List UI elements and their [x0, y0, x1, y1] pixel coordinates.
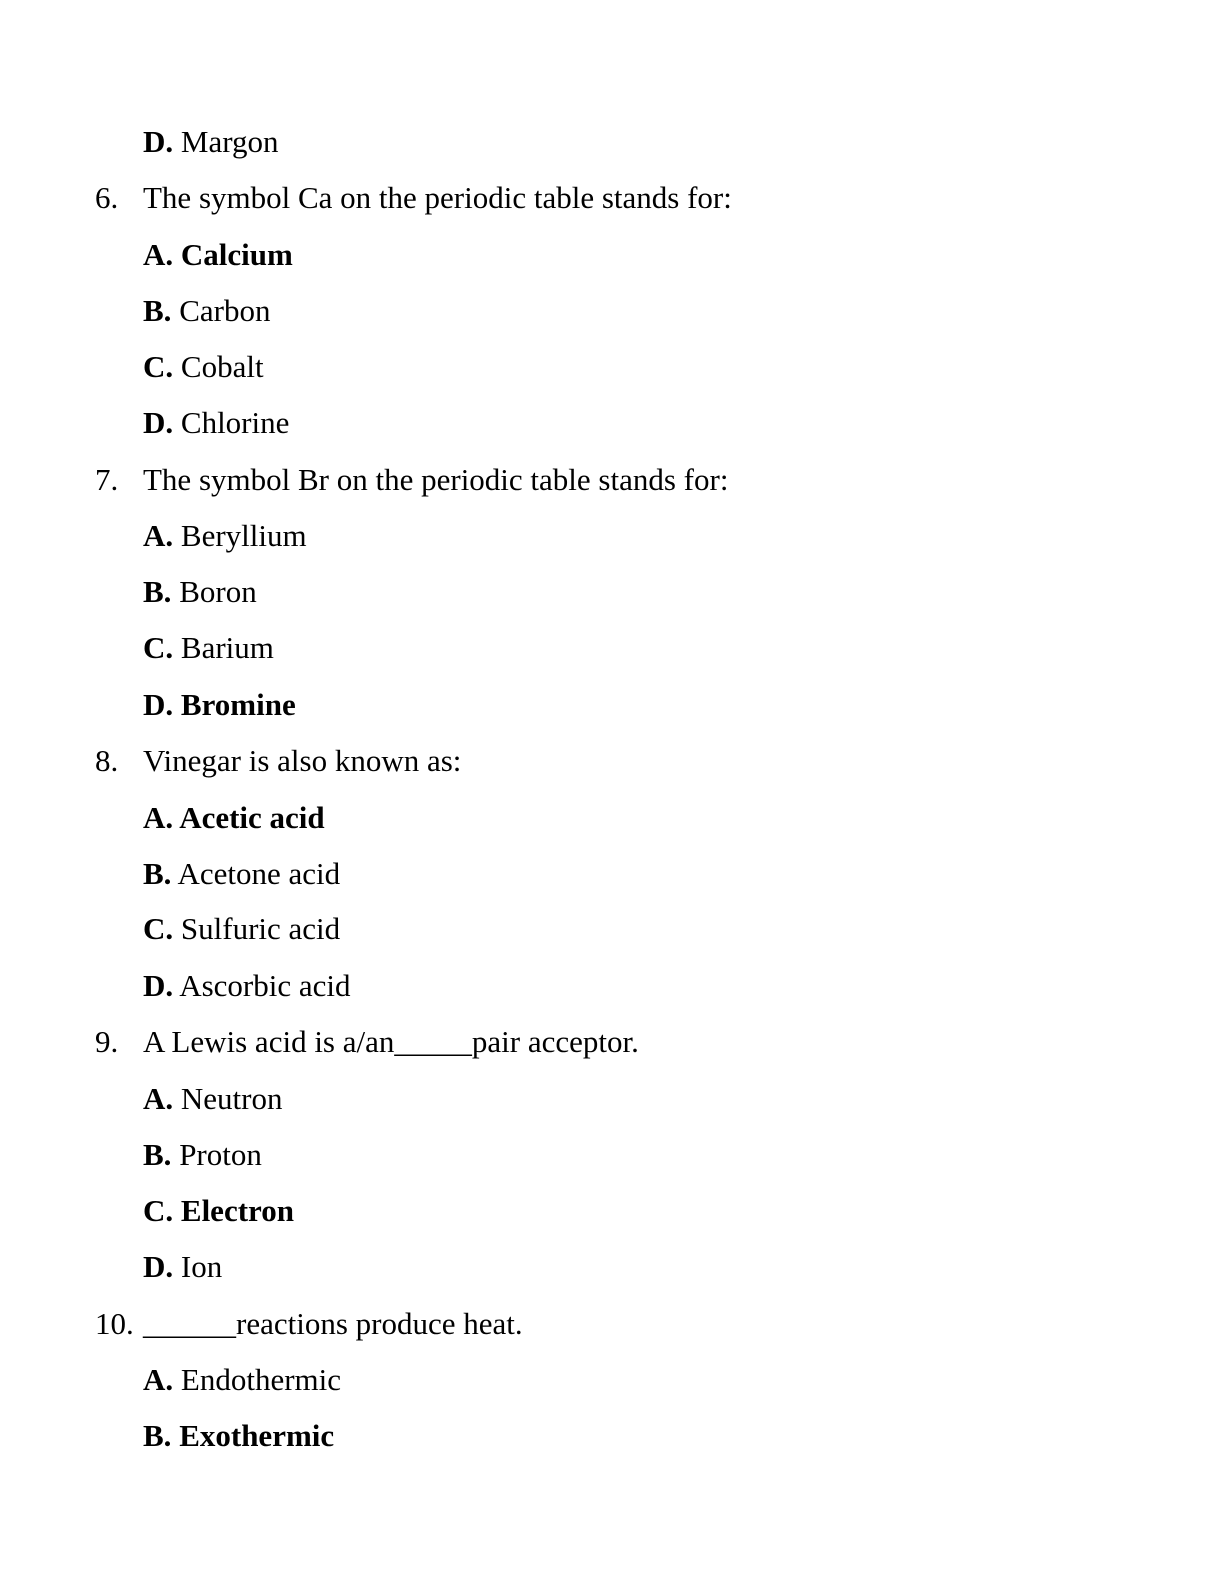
option-text: Electron [180, 1193, 294, 1228]
option-7b [143, 574, 257, 610]
option-8c [143, 911, 340, 947]
option-10b [143, 1418, 334, 1454]
option-7c [143, 630, 274, 666]
option-6d [143, 405, 289, 441]
option-text: Neutron [180, 1081, 283, 1116]
option-letter: D. [143, 687, 174, 722]
option-letter: C. [143, 1193, 174, 1228]
question-number: 8. [95, 743, 119, 778]
option-letter: B. [143, 1137, 172, 1172]
option-text: Proton [179, 1137, 262, 1172]
question-text: A Lewis acid is a/an_____pair acceptor. [143, 1024, 639, 1059]
option-text: Sulfuric acid [180, 911, 341, 946]
option-9a [143, 1081, 282, 1117]
option-text: Bromine [180, 687, 296, 722]
option-letter: B. [143, 574, 172, 609]
option-text: Chlorine [180, 405, 290, 440]
option-text: Ascorbic acid [179, 968, 351, 1003]
option-9b [143, 1137, 262, 1173]
option-7d [143, 687, 296, 723]
question-number: 10. [95, 1306, 134, 1341]
question-number: 6. [95, 180, 119, 215]
option-text: Exothermic [179, 1418, 335, 1453]
option-text: Margon [180, 124, 279, 159]
option-letter: C. [143, 911, 174, 946]
question-number: 7. [95, 462, 119, 497]
option-text: Carbon [179, 293, 271, 328]
option-text: Cobalt [180, 349, 264, 384]
option-text: Acetone acid [177, 856, 341, 891]
option-text: Barium [180, 630, 274, 665]
option-text: Ion [180, 1249, 223, 1284]
question-text: Vinegar is also known as: [143, 743, 462, 778]
option-letter: D. [143, 1249, 174, 1284]
option-8d [143, 968, 350, 1004]
option-letter: A. [143, 518, 174, 553]
option-letter: C. [143, 349, 174, 384]
option-letter: D. [143, 124, 174, 159]
question-text: The symbol Ca on the periodic table stands for: [143, 180, 732, 215]
option-letter: C. [143, 630, 174, 665]
option-text: Endothermic [180, 1362, 342, 1397]
option-letter: A. [143, 237, 174, 272]
option-letter: B. [143, 1418, 172, 1453]
option-10a [143, 1362, 341, 1398]
option-letter: B. [143, 856, 172, 891]
option-8a [143, 800, 325, 836]
option-text: Beryllium [180, 518, 307, 553]
option-d-margon [143, 124, 278, 160]
option-7a [143, 518, 307, 554]
option-text: Boron [179, 574, 257, 609]
option-text: Calcium [180, 237, 293, 272]
option-letter: D. [143, 968, 174, 1003]
question-text: ______reactions produce heat. [143, 1306, 523, 1341]
question-text: The symbol Br on the periodic table stands for: [143, 462, 729, 497]
option-8b [143, 856, 340, 892]
question-number: 9. [95, 1024, 119, 1059]
option-letter: A. [143, 800, 174, 835]
option-letter: A. [143, 1362, 174, 1397]
option-9d [143, 1249, 222, 1285]
option-letter: A. [143, 1081, 174, 1116]
option-6b [143, 293, 270, 329]
option-letter: D. [143, 405, 174, 440]
option-letter: B. [143, 293, 172, 328]
option-text: Acetic acid [179, 800, 325, 835]
option-9c [143, 1193, 294, 1229]
option-6a [143, 237, 293, 273]
option-6c [143, 349, 264, 385]
